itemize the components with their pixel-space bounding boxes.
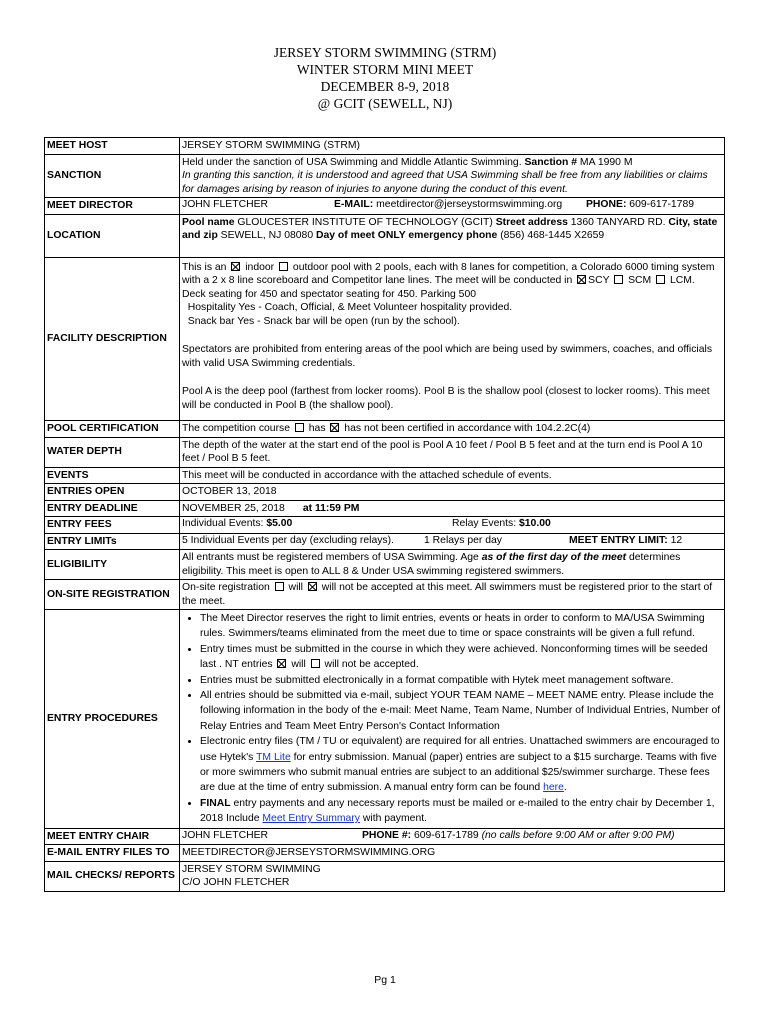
row-meet-director [45,198,725,215]
sanction-text: Held under the sanction of USA Swimming and Middle Atlantic Swimming. [182,156,525,168]
row-email-entry [45,845,725,862]
chair-phone-label: PHONE #: [362,829,412,841]
relay-fee-value: $10.00 [519,518,551,529]
label-location: LOCATION [45,214,180,257]
label-entries-open: ENTRIES OPEN [45,484,180,501]
meet-info-table [44,137,725,892]
procedures-list [182,611,722,827]
label-entry-deadline: ENTRY DEADLINE [45,500,180,517]
page-number: Pg 1 [374,974,396,986]
list-item: • Entries must be submitted electronically in a format compatible with Hytek meet management software. [200,673,722,688]
facility-spectators: Spectators are prohibited from entering areas of the pool which are being used by swimmers, coaches, and officials with valid USA Swimming credentials. [182,344,713,369]
document-header [0,44,770,112]
header-team: JERSEY STORM SWIMMING (STRM) [273,45,497,60]
facility-hospitality: Hospitality Yes - Coach, Official, & Meet Volunteer hospitality provided. [182,302,513,313]
value-procedures [180,610,725,829]
row-location [45,214,725,257]
individual-fee-label: Individual Events: [182,518,267,529]
director-phone-value: 609-617-1789 [626,199,695,210]
value-location [180,214,725,257]
facility-snack-bar: Snack bar Yes - Snack bar will be open (run by the school). [182,315,460,327]
electronic-text-2: for entry submission. Manual (paper) entries are subject to a $15 surcharge. Teams with five or more swimmers who submit manual entries are subject to an additional $25/swimmer surcharge. These fees are due at the time of entry submission. A manual entry form can be found [200,751,717,794]
relay-fee-label: Relay Events: [452,518,519,529]
chair-phone [362,829,724,843]
row-events [45,467,725,484]
row-onsite [45,580,725,610]
director-email [334,198,586,212]
facility-seating: Deck seating for 450 and spectator seating for 450. Parking 500 [182,288,477,300]
facility-text-2: outdoor pool with 2 pools, each with 8 lanes for competition, a Colorado 6000 timing system with a 2 x 8 line scoreboard and Competitor lane lines. The meet will be conducted in [182,261,715,286]
row-entry-limits [45,533,725,550]
row-facility [45,257,725,421]
scm-checkbox[interactable] [614,275,623,284]
row-entry-fees [45,517,725,534]
director-name: JOHN FLETCHER [182,199,269,210]
value-entry-deadline [180,500,725,517]
row-water-depth [45,437,725,467]
eligibility-emphasis: as of the first day of the meet [481,552,627,563]
row-mail-checks [45,861,725,891]
meet-entry-summary-link[interactable]: Meet Entry Summary [262,813,360,825]
nt-will-not-checkbox[interactable] [311,659,320,668]
meet-limit-label: MEET ENTRY LIMIT: [569,534,668,546]
nt-will-checkbox[interactable] [277,659,286,668]
deadline-time: at 11:59 PM [302,502,360,514]
list-item [200,796,722,827]
street: 1360 TANYARD RD. [567,216,669,228]
row-meet-host [45,138,725,155]
header-meet-name: WINTER STORM MINI MEET [296,62,474,77]
value-water-depth: The depth of the water at the start end of the pool is Pool A 10 feet / Pool B 5 feet and at the turn end is Pool A 10 feet / Pool B 5 feet. [180,437,725,467]
mail-line-2: C/O JOHN FLETCHER [182,877,290,889]
label-procedures: ENTRY PROCEDURES [45,610,180,829]
list-item [200,734,722,796]
chair-phone-value: 609-617-1789 [411,829,482,841]
label-entry-fees: ENTRY FEES [45,517,180,534]
header-venue: @ GCIT (SEWELL, NJ) [317,96,453,111]
relay-fee [452,517,724,531]
label-meet-host: MEET HOST [45,138,180,155]
label-water-depth: WATER DEPTH [45,437,180,467]
relay-limit: 1 Relays per day [424,534,502,546]
facility-scm: SCM [625,275,655,286]
final-text: entry payments and any necessary reports must be mailed or e-mailed to the entry chair by December 1, 2018 Include [200,797,715,825]
pool-cert-has-not: has not been certified in accordance with 104.2.2C(4) [341,423,591,434]
facility-scy: SCY [588,275,613,286]
final-label: FINAL [200,797,231,809]
header-dates: DECEMBER 8-9, 2018 [320,79,450,94]
director-phone-label: PHONE: [586,199,627,210]
director-phone [586,198,724,212]
eligibility-text-2: determines eligibility. This meet is open to ALL 8 & Under USA swimming registered swimmers. [182,552,681,577]
mail-line-1: JERSEY STORM SWIMMING [182,863,321,875]
street-label: Street address [495,216,568,228]
onsite-text: On-site registration [182,582,273,593]
value-meet-director [180,198,725,215]
label-entry-chair: MEET ENTRY CHAIR [45,828,180,845]
label-pool-cert: POOL CERTIFICATION [45,421,180,438]
individual-fee-value: $5.00 [266,518,293,529]
facility-indoor: indoor [242,261,278,273]
label-sanction: SANCTION [45,154,180,198]
nt-will: will [288,659,309,671]
list-item: • The Meet Director reserves the right to limit entries, events or heats in order to conform to MA/USA Swimming rules. Swimmers/teams eliminated from the meet due to time or space constraints will be given a full refund. [200,611,722,642]
value-mail-checks [180,861,725,891]
facility-text: This is an [182,261,230,273]
sanction-number-label: Sanction # [524,156,578,168]
manual-entry-form-link[interactable]: here [543,782,564,794]
sanction-number: MA 1990 M [577,156,633,168]
certified-has-not-checkbox[interactable] [330,423,339,432]
value-entry-limits [180,533,725,550]
chair-phone-note: (no calls before 9:00 AM or after 9:00 PM) [481,829,675,841]
row-procedures [45,610,725,829]
pool-name: GLOUCESTER INSTITUTE OF TECHNOLOGY (GCIT) [234,216,496,228]
label-entry-limits: ENTRY LIMITs [45,533,180,550]
emergency-phone: (856) 468-1445 X2659 [497,230,605,241]
row-eligibility [45,550,725,580]
meet-limit-value: 12 [667,534,683,546]
value-events: This meet will be conducted in accordance with the attached schedule of events. [180,467,725,484]
electronic-text: Electronic entry files (TM / TU or equivalent) are required for all entries. Unattached swimmers are encouraged to use Hytek's [200,736,720,763]
value-pool-cert [180,421,725,438]
scy-checkbox[interactable] [577,275,586,284]
city-label: City, state and zip [182,216,718,241]
list-item: • All entries should be submitted via e-mail, subject YOUR TEAM NAME – MEET NAME entry. Please include the following information in the body of the e-mail: Meet Name, Team Name, Number of Individual Entries, Number of Relay Entries and Team Meet Entry Person's Contact Information [200,688,722,734]
facility-pools: Pool A is the deep pool (farthest from locker rooms). Pool B is the shallow pool (closest to locker rooms). This meet will be conducted in Pool B (the shallow pool). [182,386,710,411]
outdoor-checkbox[interactable] [279,262,288,271]
nt-will-not: will not be accepted. [321,659,419,671]
value-entry-chair [180,828,725,845]
nt-text: Entry times must be submitted in the course in which they were achieved. Nonconforming times will be seeded last . NT entries [200,643,708,671]
label-meet-director: MEET DIRECTOR [45,198,180,215]
label-eligibility: ELIGIBILITY [45,550,180,580]
row-entries-open [45,484,725,501]
value-meet-host: JERSEY STORM SWIMMING (STRM) [180,138,725,155]
individual-limit: 5 Individual Events per day (excluding relays). [182,534,394,546]
electronic-text-3: . [563,782,567,794]
eligibility-text: All entrants must be registered members of USA Swimming. Age [182,552,482,563]
label-onsite: ON-SITE REGISTRATION [45,580,180,610]
tm-lite-link[interactable]: TM Lite [256,751,291,763]
list-item [200,642,722,673]
value-email-entry[interactable]: MEETDIRECTOR@JERSEYSTORMSWIMMING.ORG [180,845,725,862]
onsite-will-checkbox[interactable] [275,582,284,591]
director-email-value[interactable]: meetdirector@jerseystormswimming.org [373,199,563,210]
onsite-will-not: will not be accepted at this meet. All swimmers must be registered prior to the start of the meet. [182,582,713,607]
value-entries-open: OCTOBER 13, 2018 [180,484,725,501]
label-mail-checks: MAIL CHECKS/ REPORTS [45,861,180,891]
label-facility: FACILITY DESCRIPTION [45,257,180,421]
value-facility [180,257,725,421]
city: SEWELL, NJ 08080 [217,230,316,241]
final-text-2: with payment. [360,813,427,825]
value-onsite [180,580,725,610]
onsite-will-not-checkbox[interactable] [308,582,317,591]
deadline-date: NOVEMBER 25, 2018 [182,502,285,514]
row-entry-chair [45,828,725,845]
pool-name-label: Pool name [182,216,235,228]
label-email-entry: E-MAIL ENTRY FILES TO [45,845,180,862]
sanction-disclaimer: In granting this sanction, it is understood and agreed that USA Swimming shall be free from any liabilities or claims for damages arising by reason of injuries to anyone during the conduct of this event. [182,170,708,195]
pool-cert-has: has [305,423,329,434]
row-sanction [45,154,725,198]
lcm-checkbox[interactable] [656,275,665,284]
emergency-phone-label: Day of meet ONLY emergency phone [315,230,498,241]
row-pool-cert [45,421,725,438]
indoor-checkbox[interactable] [231,262,240,271]
chair-name: JOHN FLETCHER [182,829,269,841]
row-entry-deadline [45,500,725,517]
individual-fee [180,517,452,531]
label-events: EVENTS [45,467,180,484]
value-eligibility [180,550,725,580]
meet-entry-limit [569,534,724,548]
facility-lcm: LCM. [667,275,695,286]
value-entry-fees [180,517,725,534]
pool-cert-text: The competition course [182,423,293,434]
onsite-will: will [285,582,306,593]
director-email-label: E-MAIL: [334,199,374,210]
certified-has-checkbox[interactable] [295,423,304,432]
value-sanction [180,154,725,198]
